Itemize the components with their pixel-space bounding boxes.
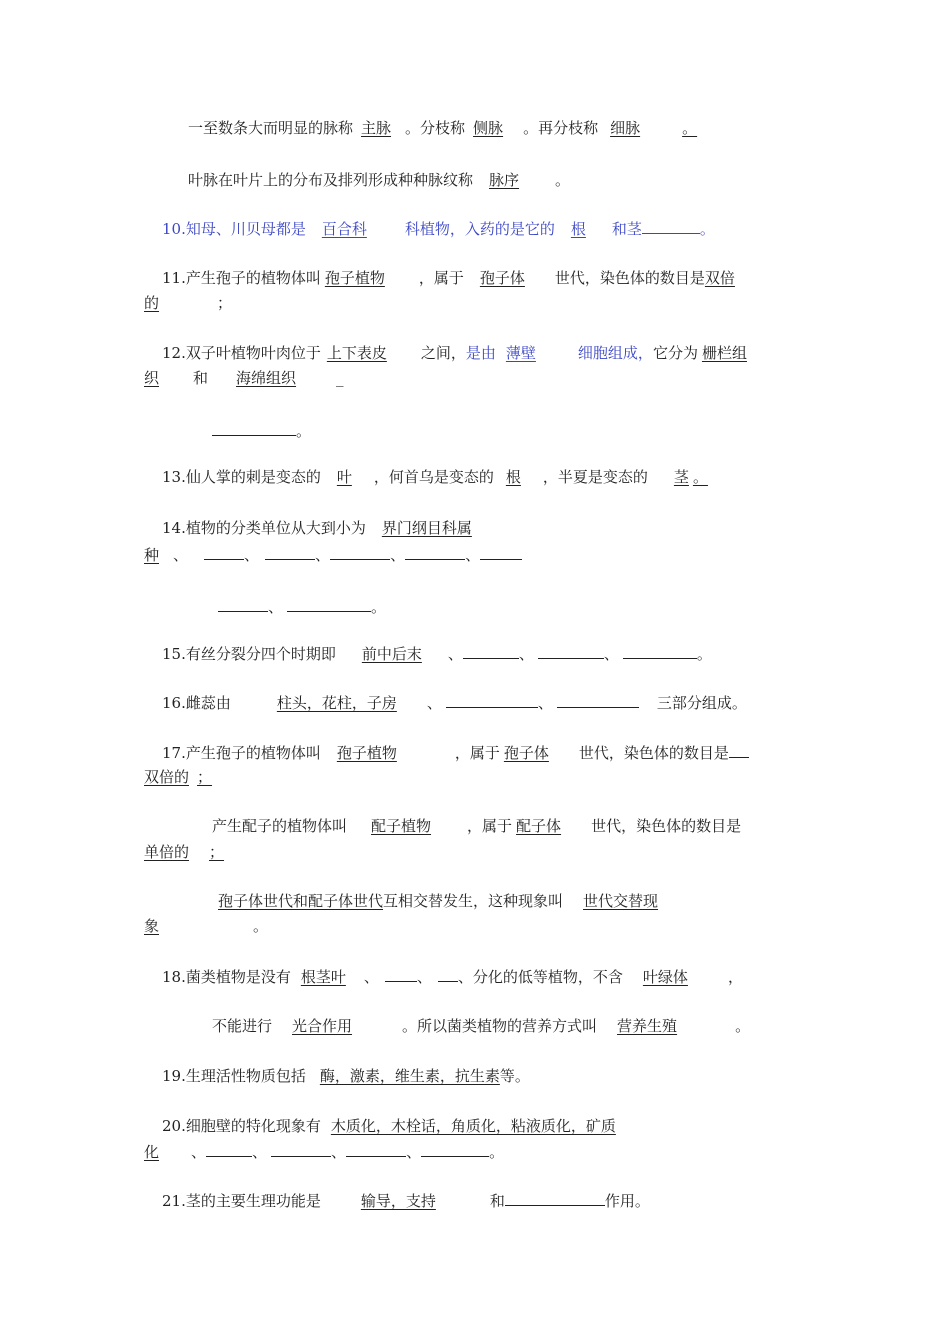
answer-palisade-cont: 织 (144, 369, 160, 387)
text: 叶脉在叶片上的分布及排列形成种种脉纹称 (188, 171, 474, 189)
answer-species: 种 (144, 546, 160, 564)
answer-gamete-plant: 配子植物 (371, 817, 432, 835)
text: 。 (555, 171, 571, 189)
answer-diploid: 双倍的 (144, 768, 190, 786)
answer-spongy: 海绵组织 (236, 369, 297, 387)
text: 。 (253, 917, 269, 935)
text: ，何首乌是变态的 (373, 468, 494, 486)
blank (271, 1141, 331, 1157)
blank (405, 544, 465, 560)
text: 和 (489, 1192, 505, 1210)
line-q10 (162, 218, 715, 239)
line-gametophyte-cont (144, 842, 238, 862)
answer-root: 根 (570, 220, 586, 238)
text: 一至数条大而明显的脉称 (188, 119, 354, 137)
answer-diploid-cont: 的 (144, 294, 160, 312)
line-q20-cont (144, 1141, 504, 1162)
text: 15.有丝分裂分四个时期即 (162, 645, 336, 663)
blank (480, 544, 522, 560)
answer-mitosis: 前中后末 (361, 645, 422, 663)
answer-pistil: 柱头，花柱，子房 (276, 694, 397, 712)
text: 20.细胞壁的特化现象有 (162, 1117, 321, 1135)
text: 是由 (465, 344, 496, 362)
text: 、 (537, 694, 553, 712)
line-q11-cont (144, 293, 232, 313)
text: 等。 (499, 1067, 530, 1085)
text: 、 (244, 546, 260, 564)
line-q18 (162, 966, 743, 987)
text: 、 (447, 645, 463, 663)
text: 之间， (420, 344, 466, 362)
text: 产生配子的植物体叫 (212, 817, 348, 835)
blank (204, 544, 244, 560)
line-q16 (162, 692, 747, 713)
text: 、 (416, 968, 432, 986)
text: 。所以菌类植物的营养方式叫 (402, 1017, 598, 1035)
answer-lateral-vein: 侧脉 (473, 119, 504, 137)
line-q11 (162, 268, 735, 288)
line-q15 (162, 643, 712, 664)
text: ，属于 (467, 817, 513, 835)
answer-taxonomy: 界门纲目科属 (381, 519, 472, 537)
text: 、 (331, 1143, 347, 1161)
line-q18-cont (212, 1016, 750, 1036)
text: 和茎 (611, 220, 642, 238)
text: _ (336, 369, 344, 387)
answer-chlorophyll: 叶绿体 (642, 968, 688, 986)
text: 、 (252, 1143, 268, 1161)
answer-sporophyte: 孢子体 (479, 269, 525, 287)
answer-thin-wall: 薄壁 (505, 344, 536, 362)
text: 。 (699, 220, 715, 238)
line-q12 (162, 343, 747, 363)
line-alternation (212, 891, 658, 911)
answer-diploid: 双倍 (704, 269, 735, 287)
line-venation (188, 170, 570, 190)
answer-root: 根 (505, 468, 521, 486)
text: 12.双子叶植物叶肉位于 (162, 344, 321, 362)
blank (438, 966, 458, 982)
text: 、 (518, 645, 534, 663)
line-q20 (162, 1116, 616, 1136)
text: 和 (193, 369, 209, 387)
text: 。 (371, 598, 387, 616)
text: 、 (465, 546, 481, 564)
text: 、 (363, 968, 379, 986)
line-q19 (162, 1066, 530, 1086)
text: 世代，染色体的数目是 (578, 744, 729, 762)
answer-stem-function: 输导，支持 (360, 1192, 436, 1210)
text: ； (197, 768, 213, 786)
text: 、 (315, 546, 331, 564)
text: 世代，染色体的数目是 (554, 269, 705, 287)
answer-palisade: 栅栏组 (701, 344, 747, 362)
answer-spore-plant: 孢子植物 (336, 744, 397, 762)
answer-sporophyte: 孢子体 (503, 744, 549, 762)
text: 18.菌类植物是没有 (162, 968, 291, 986)
text: 三部分组成。 (656, 694, 747, 712)
text: 17.产生孢子的植物体叫 (162, 744, 321, 762)
text: 互相交替发生，这种现象叫 (383, 892, 564, 910)
text: 。 (489, 1143, 505, 1161)
text: 10.知母、川贝母都是 (162, 220, 306, 238)
answer-spore-plant: 孢子植物 (324, 269, 385, 287)
text: 、 (406, 1143, 422, 1161)
blank (330, 544, 390, 560)
text: 、 (268, 598, 284, 616)
text: ，半夏是变态的 (542, 468, 648, 486)
blank (463, 643, 519, 659)
answer-cell-wall-cont: 化 (144, 1143, 160, 1161)
blank (385, 966, 417, 982)
answer-fine-vein: 细脉 (610, 119, 641, 137)
line-alternation-cont (144, 916, 268, 936)
text: 13.仙人掌的刺是变态的 (162, 468, 321, 486)
blank (206, 1141, 252, 1157)
blank (346, 1141, 406, 1157)
text: 。 (296, 422, 312, 440)
answer-nutrition: 营养生殖 (617, 1017, 678, 1035)
text: 16.雌蕊由 (162, 694, 231, 712)
text: ，属于 (454, 744, 500, 762)
line-q12-cont (144, 368, 344, 388)
text: 14.植物的分类单位从大到小为 (162, 519, 366, 537)
line-q14 (162, 518, 472, 538)
text: 、分化的低等植物，不含 (457, 968, 623, 986)
line-q21 (162, 1190, 650, 1211)
answer-epidermis: 上下表皮 (326, 344, 387, 362)
blank (623, 643, 697, 659)
answer-bioactive: 酶，激素，维生素，抗生素 (319, 1067, 500, 1085)
answer-stem: 茎 (673, 468, 689, 486)
line-q14-end (218, 596, 386, 617)
blank (446, 692, 538, 708)
text: 作用。 (604, 1192, 650, 1210)
text: 。再分枝称 (523, 119, 599, 137)
answer-generations: 孢子体世代和配子体世代 (218, 892, 384, 910)
text: 。 (696, 645, 712, 663)
text: 它分为 (652, 344, 698, 362)
line-q13 (162, 467, 738, 487)
blank (287, 596, 371, 612)
answer-cell-wall: 木质化，木栓话，角质化，粘液质化，矿质 (330, 1117, 616, 1135)
text: 、 (173, 546, 189, 564)
text: 、 (426, 694, 442, 712)
line-veins-main (188, 118, 697, 138)
blank (421, 1141, 489, 1157)
line-q12-end (212, 420, 311, 441)
line-q14-cont (144, 544, 522, 565)
text: 。 (692, 468, 708, 486)
text: 、 (191, 1143, 207, 1161)
text: 19.生理活性物质包括 (162, 1067, 306, 1085)
blank (212, 420, 296, 436)
line-gametophyte (212, 816, 741, 836)
text: 。分枝称 (405, 119, 466, 137)
text: 世代，染色体的数目是 (591, 817, 742, 835)
text: 、 (603, 645, 619, 663)
blank (505, 1190, 605, 1206)
answer-alternation-cont: 象 (144, 917, 160, 935)
blank (538, 643, 604, 659)
line-q17-cont (144, 767, 220, 787)
answer-leaf: 叶 (336, 468, 352, 486)
text: 。 (735, 1017, 751, 1035)
blank (218, 596, 268, 612)
blank (729, 742, 749, 758)
text: ， (727, 968, 743, 986)
answer-lily-family: 百合科 (321, 220, 367, 238)
answer-gametophyte: 配子体 (516, 817, 562, 835)
answer-haploid: 单倍的 (144, 843, 190, 861)
blank (265, 544, 315, 560)
blank (557, 692, 639, 708)
text: ，属于 (418, 269, 464, 287)
answer-alternation: 世代交替现 (583, 892, 659, 910)
text: 不能进行 (212, 1017, 273, 1035)
text: 、 (390, 546, 406, 564)
blank (642, 218, 700, 234)
text: ； (209, 843, 225, 861)
answer-main-vein: 主脉 (361, 119, 392, 137)
answer-venation: 脉序 (489, 171, 520, 189)
text: 科植物，入药的是它的 (404, 220, 555, 238)
answer-photosynthesis: 光合作用 (292, 1017, 353, 1035)
line-q17 (162, 742, 749, 763)
text: 11.产生孢子的植物体叫 (162, 269, 321, 287)
text: 细胞组成， (577, 344, 653, 362)
text: 。 (682, 119, 698, 137)
answer-root-stem-leaf: 根茎叶 (300, 968, 346, 986)
text: 21.茎的主要生理功能是 (162, 1192, 321, 1210)
text: ； (217, 294, 233, 312)
